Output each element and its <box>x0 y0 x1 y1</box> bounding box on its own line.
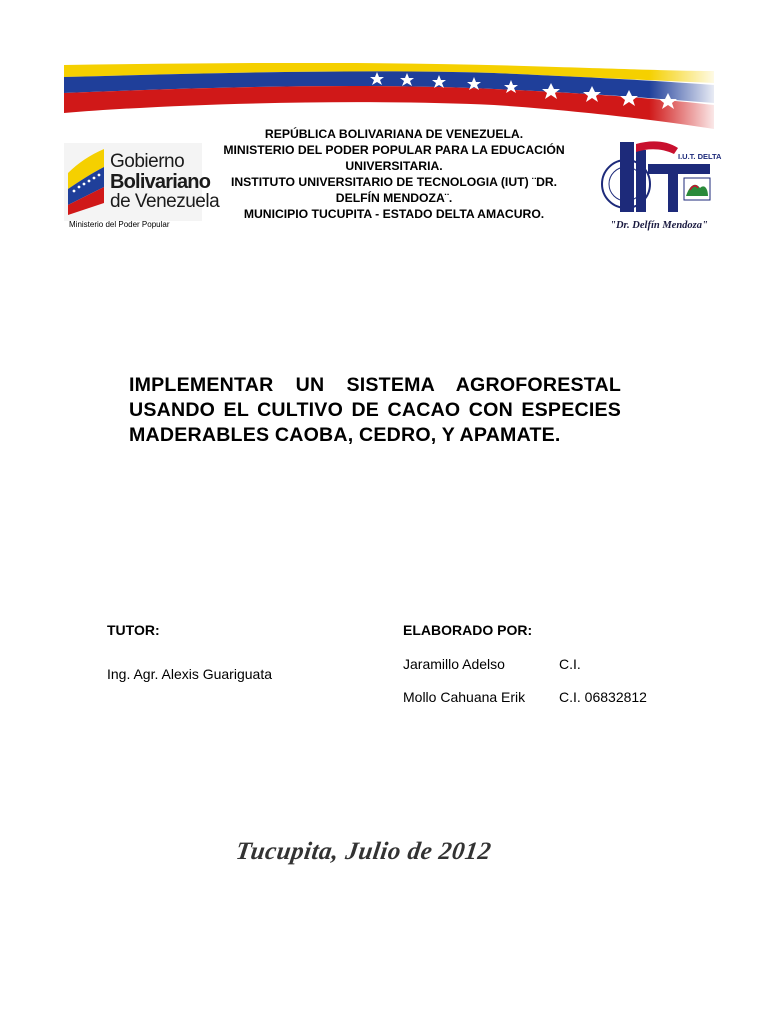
header-line-republic: REPÚBLICA BOLIVARIANA DE VENEZUELA. <box>264 127 524 141</box>
venezuela-flag-banner-icon <box>64 63 714 131</box>
iut-badge-text: I.U.T. DELTA <box>678 152 722 161</box>
tutor-name: Ing. Agr. Alexis Guariguata <box>107 666 272 682</box>
institution-header <box>214 126 574 222</box>
tutor-label: TUTOR: <box>107 622 160 638</box>
author-ci: C.I. 06832812 <box>559 689 647 705</box>
gov-logo-line-2: Bolivariano <box>110 171 211 193</box>
header-line-ministry: MINISTERIO DEL PODER POPULAR PARA LA EDUCACIÓN UNIVERSITARIA. <box>223 143 565 173</box>
header-line-municipality: MUNICIPIO TUCUPITA - ESTADO DELTA AMACURO. <box>243 207 545 221</box>
gov-logo-ministry: Ministerio del Poder Popular <box>69 220 170 229</box>
author-name: Mollo Cahuana Erik <box>403 689 526 705</box>
header-line-institute: INSTITUTO UNIVERSITARIO DE TECNOLOGIA (IUT) ¨DR. DELFÍN MENDOZA¨. <box>230 175 558 205</box>
gov-logo-line-1: Gobierno <box>110 151 185 172</box>
author-ci: C.I. <box>559 656 581 672</box>
gov-logo-line-3: de Venezuela <box>110 191 220 212</box>
place-date: Tucupita, Julio de 2012 <box>234 838 493 865</box>
author-name: Jaramillo Adelso <box>403 656 505 672</box>
gov-logo-wordmark <box>110 152 219 212</box>
document-title: IMPLEMENTAR UN SISTEMA AGROFORESTAL USANDO EL CULTIVO DE CACAO CON ESPECIES MADERABLES CAOBA, CEDRO, Y APAMATE. <box>129 374 621 446</box>
iut-logo-caption: "Dr. Delfín Mendoza" <box>610 220 708 231</box>
authors-label: ELABORADO POR: <box>403 622 533 638</box>
